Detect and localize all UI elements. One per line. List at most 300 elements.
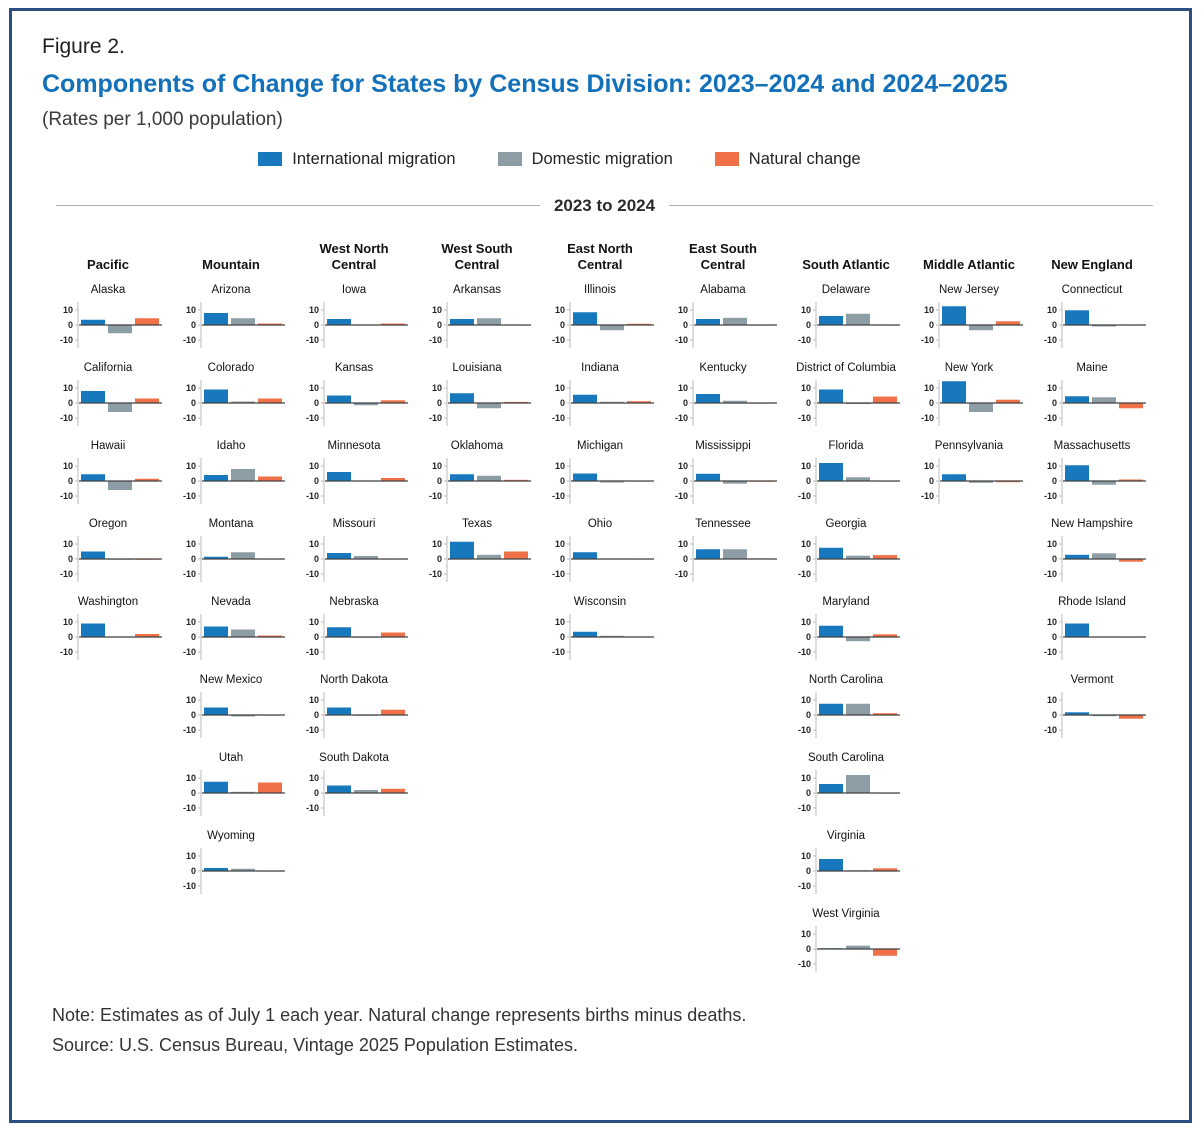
chart-title-maryland: Maryland: [822, 595, 870, 608]
bar-international-migration: [204, 389, 228, 403]
mini-chart-hawaii: [52, 440, 164, 518]
legend-item-natural-change: [715, 150, 861, 169]
chart-title-district-of-columbia: District of Columbia: [796, 361, 896, 374]
y-tick-label: 0: [190, 865, 196, 876]
mini-chart-michigan: [544, 440, 656, 518]
chart-plot-alabama: [667, 299, 779, 351]
chart-title-ohio: Ohio: [587, 517, 613, 530]
chart-plot-delaware: [790, 299, 902, 351]
divider-rule-right: [669, 205, 1153, 206]
y-tick-label: 10: [800, 616, 811, 627]
bar-natural-change: [381, 709, 405, 714]
section-divider: [56, 196, 1153, 216]
y-tick-label: 0: [436, 319, 442, 330]
chart-plot-nevada: [175, 611, 287, 663]
y-tick-label: 0: [805, 943, 811, 954]
mini-chart-new-jersey: [913, 284, 1025, 362]
division-column-middle-atlantic: [913, 228, 1025, 518]
y-tick-label: 0: [559, 553, 565, 564]
chart-plot-connecticut: [1036, 299, 1148, 351]
y-tick-label: 0: [559, 397, 565, 408]
y-tick-label: 0: [436, 553, 442, 564]
bar-natural-change: [258, 476, 282, 481]
y-tick-label: 0: [313, 787, 319, 798]
y-tick-label: 10: [431, 304, 442, 315]
mini-chart-arkansas: [421, 284, 533, 362]
chart-title-washington: Washington: [77, 595, 139, 608]
bar-international-migration: [327, 627, 351, 637]
bar-natural-change: [258, 398, 282, 403]
chart-plot-utah: [175, 767, 287, 819]
y-tick-label: -10: [59, 412, 73, 423]
y-tick-label: 10: [308, 616, 319, 627]
bar-domestic-migration: [600, 325, 624, 330]
chart-plot-indiana: [544, 377, 656, 429]
mini-chart-colorado: [175, 362, 287, 440]
division-header-middle-atlantic: Middle Atlantic: [923, 257, 1015, 273]
chart-plot-tennessee: [667, 533, 779, 585]
mini-chart-minnesota: [298, 440, 410, 518]
legend-label: Domestic migration: [531, 149, 673, 168]
bar-domestic-migration: [231, 629, 255, 637]
mini-chart-rhode-island: [1036, 596, 1148, 674]
y-tick-label: 10: [800, 460, 811, 471]
y-tick-label: -10: [551, 412, 565, 423]
mini-chart-mississippi: [667, 440, 779, 518]
y-tick-label: 0: [190, 397, 196, 408]
bar-domestic-migration: [1092, 397, 1116, 403]
bar-natural-change: [381, 632, 405, 637]
chart-plot-idaho: [175, 455, 287, 507]
y-tick-label: 10: [431, 460, 442, 471]
y-tick-label: 10: [431, 538, 442, 549]
y-tick-label: 10: [62, 538, 73, 549]
chart-title-tennessee: Tennessee: [695, 517, 751, 530]
y-tick-label: 0: [67, 319, 73, 330]
y-tick-label: 10: [800, 538, 811, 549]
chart-plot-new-mexico: [175, 689, 287, 741]
y-tick-label: 0: [928, 319, 934, 330]
chart-plot-north-carolina: [790, 689, 902, 741]
chart-plot-georgia: [790, 533, 902, 585]
bar-international-migration: [573, 312, 597, 325]
chart-title-nevada: Nevada: [211, 595, 251, 608]
y-tick-label: 0: [1051, 553, 1057, 564]
chart-title-california: California: [83, 361, 133, 374]
chart-title-oregon: Oregon: [88, 517, 128, 530]
chart-title-indiana: Indiana: [581, 361, 619, 374]
legend-label: Natural change: [748, 149, 861, 168]
y-tick-label: -10: [1043, 412, 1057, 423]
y-tick-label: 10: [308, 772, 319, 783]
bar-domestic-migration: [477, 318, 501, 325]
bar-international-migration: [696, 473, 720, 480]
mini-chart-south-carolina: [790, 752, 902, 830]
y-tick-label: -10: [1043, 646, 1057, 657]
y-tick-label: 10: [308, 304, 319, 315]
bar-international-migration: [819, 389, 843, 403]
chart-plot-louisiana: [421, 377, 533, 429]
mini-chart-wyoming: [175, 830, 287, 908]
bar-domestic-migration: [477, 403, 501, 408]
bar-domestic-migration: [477, 475, 501, 480]
bar-international-migration: [1065, 465, 1089, 481]
y-tick-label: -10: [59, 646, 73, 657]
chart-plot-wisconsin: [544, 611, 656, 663]
y-tick-label: -10: [182, 646, 196, 657]
mini-chart-massachusetts: [1036, 440, 1148, 518]
y-tick-label: 10: [923, 382, 934, 393]
bar-international-migration: [819, 784, 843, 793]
chart-plot-south-carolina: [790, 767, 902, 819]
y-tick-label: -10: [920, 334, 934, 345]
chart-plot-kentucky: [667, 377, 779, 429]
y-tick-label: 10: [185, 772, 196, 783]
chart-plot-illinois: [544, 299, 656, 351]
y-tick-label: 10: [800, 304, 811, 315]
bar-international-migration: [204, 781, 228, 792]
bar-international-migration: [327, 553, 351, 559]
y-tick-label: 0: [190, 787, 196, 798]
chart-title-pennsylvania: Pennsylvania: [934, 439, 1004, 452]
y-tick-label: 0: [559, 631, 565, 642]
mini-chart-iowa: [298, 284, 410, 362]
legend-label: International migration: [292, 149, 456, 168]
bar-domestic-migration: [846, 775, 870, 793]
y-tick-label: -10: [59, 490, 73, 501]
y-tick-label: 10: [308, 538, 319, 549]
y-tick-label: -10: [1043, 724, 1057, 735]
division-header-new-england: New England: [1051, 257, 1133, 273]
chart-plot-new-hampshire: [1036, 533, 1148, 585]
y-tick-label: 10: [308, 382, 319, 393]
mini-chart-new-hampshire: [1036, 518, 1148, 596]
y-tick-label: 0: [805, 475, 811, 486]
mini-chart-indiana: [544, 362, 656, 440]
mini-chart-idaho: [175, 440, 287, 518]
chart-plot-minnesota: [298, 455, 410, 507]
bar-international-migration: [81, 551, 105, 559]
chart-plot-oregon: [52, 533, 164, 585]
chart-title-virginia: Virginia: [826, 829, 866, 842]
mini-chart-alabama: [667, 284, 779, 362]
y-tick-label: -10: [551, 646, 565, 657]
bar-natural-change: [504, 551, 528, 559]
chart-plot-south-dakota: [298, 767, 410, 819]
mini-chart-california: [52, 362, 164, 440]
division-header-west-north-central: West North Central: [319, 241, 389, 273]
mini-chart-georgia: [790, 518, 902, 596]
y-tick-label: 0: [436, 397, 442, 408]
y-tick-label: -10: [920, 412, 934, 423]
mini-chart-montana: [175, 518, 287, 596]
chart-title-arizona: Arizona: [211, 283, 251, 296]
y-tick-label: -10: [428, 334, 442, 345]
bar-international-migration: [819, 547, 843, 558]
y-tick-label: 10: [677, 538, 688, 549]
bar-natural-change: [873, 949, 897, 956]
chart-title-arkansas: Arkansas: [453, 283, 501, 296]
mini-chart-west-virginia: [790, 908, 902, 986]
chart-title-west-virginia: West Virginia: [812, 907, 880, 920]
y-tick-label: 10: [800, 928, 811, 939]
y-tick-label: 0: [313, 475, 319, 486]
chart-title-texas: Texas: [461, 517, 493, 530]
chart-title-vermont: Vermont: [1070, 673, 1114, 686]
division-header-west-south-central: West South Central: [441, 241, 513, 273]
y-tick-label: -10: [797, 568, 811, 579]
y-tick-label: 0: [682, 553, 688, 564]
y-tick-label: -10: [797, 490, 811, 501]
y-tick-label: 0: [190, 709, 196, 720]
chart-plot-virginia: [790, 845, 902, 897]
mini-chart-vermont: [1036, 674, 1148, 752]
bar-international-migration: [819, 463, 843, 481]
bar-international-migration: [819, 859, 843, 871]
chart-title-iowa: Iowa: [341, 283, 367, 296]
division-header-mountain: Mountain: [202, 257, 260, 273]
y-tick-label: -10: [182, 802, 196, 813]
bar-international-migration: [450, 541, 474, 558]
y-tick-label: 0: [67, 475, 73, 486]
y-tick-label: 0: [67, 553, 73, 564]
mini-chart-nevada: [175, 596, 287, 674]
bar-international-migration: [327, 395, 351, 403]
chart-plot-kansas: [298, 377, 410, 429]
chart-plot-california: [52, 377, 164, 429]
bar-domestic-migration: [108, 403, 132, 412]
y-tick-label: 10: [800, 382, 811, 393]
bar-international-migration: [204, 626, 228, 637]
bar-natural-change: [135, 398, 159, 403]
chart-title-north-carolina: North Carolina: [808, 673, 884, 686]
y-tick-label: 10: [185, 460, 196, 471]
bar-international-migration: [942, 306, 966, 325]
y-tick-label: -10: [305, 646, 319, 657]
bar-international-migration: [327, 707, 351, 715]
bar-international-migration: [204, 313, 228, 325]
y-tick-label: 10: [62, 304, 73, 315]
y-tick-label: 10: [554, 616, 565, 627]
y-tick-label: 10: [185, 850, 196, 861]
bar-domestic-migration: [969, 325, 993, 330]
y-tick-label: 0: [190, 553, 196, 564]
y-tick-label: 0: [682, 319, 688, 330]
section-header: 2023 to 2024: [553, 195, 656, 215]
division-header-east-south-central: East South Central: [689, 241, 757, 273]
bar-international-migration: [81, 623, 105, 637]
chart-title-north-dakota: North Dakota: [320, 673, 388, 686]
bar-international-migration: [327, 785, 351, 793]
bar-international-migration: [204, 707, 228, 715]
bar-domestic-migration: [231, 318, 255, 325]
mini-chart-nebraska: [298, 596, 410, 674]
bar-international-migration: [450, 393, 474, 403]
bar-natural-change: [1119, 403, 1143, 408]
bar-international-migration: [573, 631, 597, 636]
chart-plot-oklahoma: [421, 455, 533, 507]
y-tick-label: 10: [1046, 382, 1057, 393]
legend: [42, 150, 1167, 169]
y-tick-label: -10: [797, 646, 811, 657]
mini-chart-maine: [1036, 362, 1148, 440]
y-tick-label: -10: [182, 880, 196, 891]
y-tick-label: 10: [554, 382, 565, 393]
bar-international-migration: [450, 474, 474, 481]
chart-plot-hawaii: [52, 455, 164, 507]
chart-title-nebraska: Nebraska: [329, 595, 379, 608]
mini-chart-illinois: [544, 284, 656, 362]
bar-domestic-migration: [723, 549, 747, 559]
bar-international-migration: [81, 319, 105, 324]
y-tick-label: -10: [305, 802, 319, 813]
chart-title-utah: Utah: [218, 751, 244, 764]
mini-chart-virginia: [790, 830, 902, 908]
chart-title-michigan: Michigan: [576, 439, 624, 452]
y-tick-label: 0: [805, 397, 811, 408]
y-tick-label: 0: [190, 319, 196, 330]
mini-chart-delaware: [790, 284, 902, 362]
chart-plot-wyoming: [175, 845, 287, 897]
mini-chart-ohio: [544, 518, 656, 596]
y-tick-label: -10: [182, 724, 196, 735]
international-migration-swatch: [258, 152, 282, 166]
y-tick-label: 0: [682, 475, 688, 486]
bar-natural-change: [258, 782, 282, 793]
bar-international-migration: [327, 319, 351, 325]
chart-plot-new-jersey: [913, 299, 1025, 351]
chart-title-maine: Maine: [1076, 361, 1108, 374]
y-tick-label: -10: [182, 334, 196, 345]
source-line: Source: U.S. Census Bureau, Vintage 2025 Population Estimates.: [52, 1035, 578, 1056]
chart-title-wisconsin: Wisconsin: [573, 595, 627, 608]
y-tick-label: 0: [1051, 709, 1057, 720]
chart-title-idaho: Idaho: [216, 439, 246, 452]
y-tick-label: -10: [305, 334, 319, 345]
mini-chart-florida: [790, 440, 902, 518]
notes-block: [42, 1000, 1167, 1061]
note-line: Note: Estimates as of July 1 each year. Natural change represents births minus deaths.: [52, 1004, 747, 1025]
mini-chart-missouri: [298, 518, 410, 596]
y-tick-label: 10: [554, 460, 565, 471]
y-tick-label: 10: [800, 850, 811, 861]
bar-international-migration: [1065, 623, 1089, 637]
chart-plot-missouri: [298, 533, 410, 585]
natural-change-swatch: [715, 152, 739, 166]
y-tick-label: -10: [1043, 568, 1057, 579]
y-tick-label: 10: [62, 616, 73, 627]
y-tick-label: 0: [805, 319, 811, 330]
division-column-east-south-central: [667, 228, 779, 596]
y-tick-label: -10: [920, 490, 934, 501]
bar-international-migration: [942, 381, 966, 403]
bar-international-migration: [573, 394, 597, 402]
bar-international-migration: [942, 474, 966, 481]
chart-title-georgia: Georgia: [825, 517, 867, 530]
mini-chart-oregon: [52, 518, 164, 596]
division-column-new-england: [1036, 228, 1148, 752]
y-tick-label: -10: [182, 412, 196, 423]
bar-domestic-migration: [846, 703, 870, 714]
y-tick-label: 0: [928, 475, 934, 486]
y-tick-label: -10: [1043, 490, 1057, 501]
division-column-mountain: [175, 228, 287, 908]
chart-title-mississippi: Mississippi: [695, 439, 751, 452]
y-tick-label: -10: [305, 724, 319, 735]
y-tick-label: 10: [185, 304, 196, 315]
mini-chart-pennsylvania: [913, 440, 1025, 518]
division-column-west-south-central: [421, 228, 533, 596]
y-tick-label: 10: [62, 382, 73, 393]
chart-title-south-dakota: South Dakota: [319, 751, 389, 764]
chart-title-florida: Florida: [828, 439, 864, 452]
y-tick-label: -10: [797, 880, 811, 891]
y-tick-label: 0: [67, 397, 73, 408]
y-tick-label: -10: [182, 490, 196, 501]
y-tick-label: 10: [62, 460, 73, 471]
y-tick-label: 10: [308, 460, 319, 471]
y-tick-label: 10: [677, 460, 688, 471]
chart-plot-florida: [790, 455, 902, 507]
mini-chart-arizona: [175, 284, 287, 362]
y-tick-label: 10: [308, 694, 319, 705]
legend-item-international-migration: [258, 150, 455, 169]
y-tick-label: 0: [313, 553, 319, 564]
bar-international-migration: [81, 391, 105, 403]
y-tick-label: -10: [551, 334, 565, 345]
y-tick-label: 10: [1046, 538, 1057, 549]
chart-plot-rhode-island: [1036, 611, 1148, 663]
bar-international-migration: [1065, 310, 1089, 325]
y-tick-label: 0: [436, 475, 442, 486]
legend-item-domestic-migration: [498, 150, 673, 169]
chart-plot-new-york: [913, 377, 1025, 429]
chart-plot-pennsylvania: [913, 455, 1025, 507]
y-tick-label: -10: [59, 334, 73, 345]
y-tick-label: 0: [313, 631, 319, 642]
chart-title-alabama: Alabama: [700, 283, 746, 296]
y-tick-label: -10: [1043, 334, 1057, 345]
y-tick-label: 0: [1051, 631, 1057, 642]
y-tick-label: 10: [431, 382, 442, 393]
y-tick-label: 10: [677, 304, 688, 315]
y-tick-label: -10: [428, 568, 442, 579]
y-tick-label: 0: [805, 709, 811, 720]
y-tick-label: -10: [182, 568, 196, 579]
chart-title-alaska: Alaska: [90, 283, 126, 296]
bar-international-migration: [573, 473, 597, 481]
bar-international-migration: [819, 625, 843, 636]
mini-chart-texas: [421, 518, 533, 596]
y-tick-label: 10: [923, 304, 934, 315]
y-tick-label: 0: [313, 319, 319, 330]
chart-plot-ohio: [544, 533, 656, 585]
y-tick-label: -10: [428, 490, 442, 501]
y-tick-label: 10: [677, 382, 688, 393]
mini-chart-louisiana: [421, 362, 533, 440]
y-tick-label: 10: [1046, 616, 1057, 627]
y-tick-label: 0: [805, 553, 811, 564]
y-tick-label: -10: [428, 412, 442, 423]
chart-title-delaware: Delaware: [821, 283, 871, 296]
y-tick-label: -10: [551, 490, 565, 501]
bar-international-migration: [327, 472, 351, 481]
mini-chart-tennessee: [667, 518, 779, 596]
bar-international-migration: [450, 319, 474, 325]
bar-international-migration: [696, 549, 720, 559]
mini-chart-connecticut: [1036, 284, 1148, 362]
mini-chart-maryland: [790, 596, 902, 674]
